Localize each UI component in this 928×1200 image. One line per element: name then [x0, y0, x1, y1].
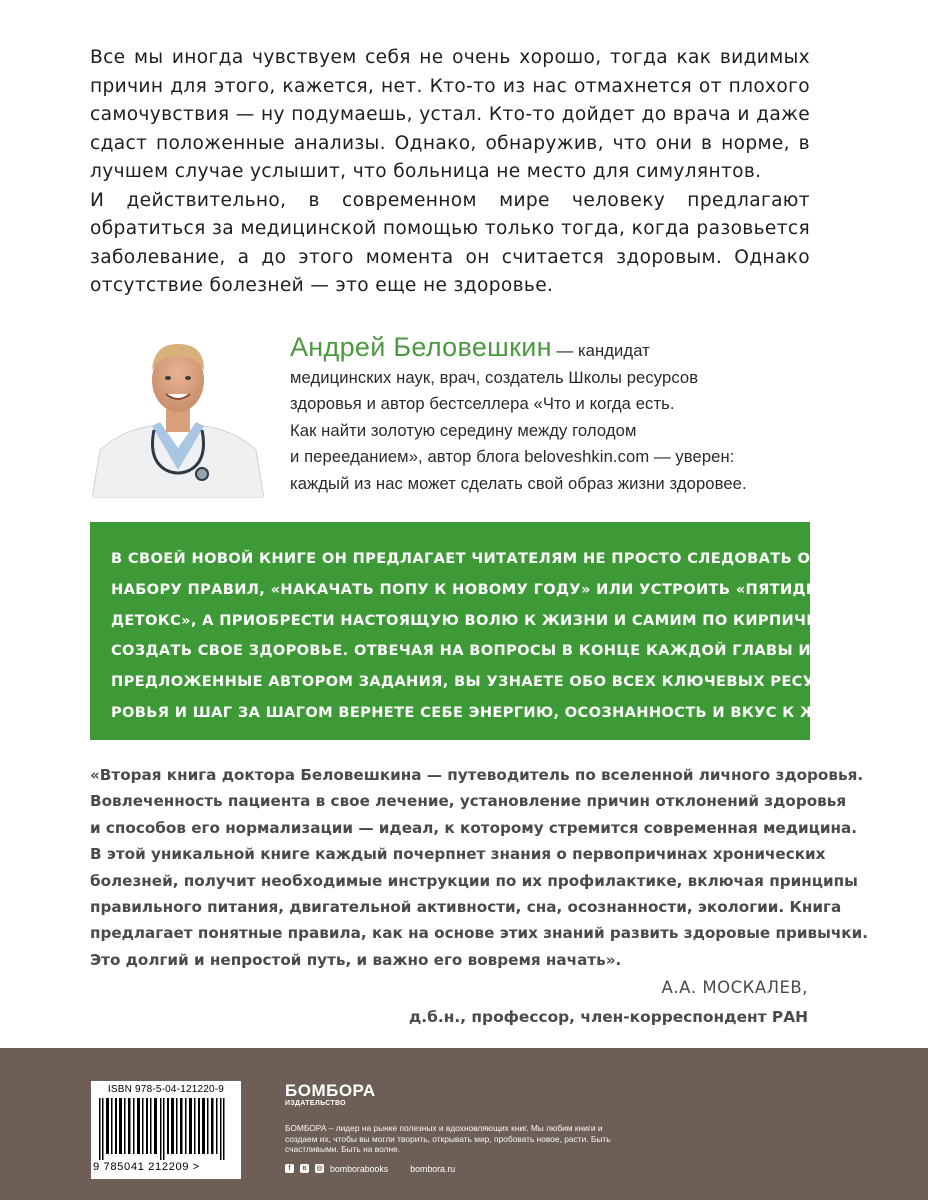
description-line: РОВЬЯ И ШАГ ЗА ШАГОМ ВЕРНЕТЕ СЕБЕ ЭНЕРГИЮ, ОСОЗНАННОСТЬ И ВКУС К ЖИЗНИ.	[111, 703, 873, 721]
description-line: ПРЕДЛОЖЕННЫЕ АВТОРОМ ЗАДАНИЯ, ВЫ УЗНАЕТЕ ОБО ВСЕХ КЛЮЧЕВЫХ РЕСУРСАХ ЗДО-	[111, 673, 909, 691]
quote-author-name: А.А. МОСКАЛЕВ,	[661, 978, 808, 997]
quote-line: и способов его нормализации — идеал, к которому стремится современная медицина.	[90, 818, 858, 837]
publisher-subtitle: ИЗДАТЕЛЬСТВО	[285, 1100, 346, 1107]
author-name: Андрей Беловешкин	[290, 332, 552, 362]
intro-paragraph-1: Все мы иногда чувствуем себя не очень хорошо, тогда как видимых причин для этого, кажется, нет. Кто-то из нас отмахнется от плохого самочувствия — ну подумаешь, устал. Кто-то дойдет до врача и даже сдаст положенные анализы. Однако, обнаружив, что они в норме, в лучшем случае услышит, что больница не место для симулянтов.	[90, 47, 810, 182]
quote-line: «Вторая книга доктора Беловешкина — путеводитель по вселенной личного здоровья.	[90, 766, 864, 784]
description-line: НАБОРУ ПРАВИЛ, «НАКАЧАТЬ ПОПУ К НОВОМУ ГОДУ» ИЛИ УСТРОИТЬ «ПЯТИДНЕВНЫЙ	[111, 580, 881, 598]
author-bio-first-line	[290, 334, 810, 365]
quote-author-title: д.б.н., профессор, член-корреспондент РАН	[408, 1008, 808, 1026]
author-bio-line: медицинских наук, врач, создатель Школы ресурсов	[290, 367, 699, 387]
endorsement-quote	[90, 762, 869, 973]
author-bio	[290, 334, 810, 497]
description-line: В СВОЕЙ НОВОЙ КНИГЕ ОН ПРЕДЛАГАЕТ ЧИТАТЕЛЯМ НЕ ПРОСТО СЛЕДОВАТЬ ОЧЕРЕДНОМУ	[111, 550, 920, 567]
author-bio-line: Как найти золотую середину между голодом	[290, 420, 637, 440]
description-line: ДЕТОКС», А ПРИОБРЕСТИ НАСТОЯЩУЮ ВОЛЮ К ЖИЗНИ И САМИМ ПО КИРПИЧИКУ	[111, 611, 843, 629]
publisher-footer	[0, 1048, 928, 1200]
author-photo	[92, 330, 264, 498]
quote-line: предлагает понятные правила, как на основе этих знаний развить здоровые привычки.	[90, 924, 869, 943]
social-handle[interactable]: bomborabooks	[330, 1163, 389, 1174]
facebook-icon[interactable]: f	[285, 1164, 294, 1173]
isbn-label: ISBN 978-5-04-121220-9	[107, 1084, 225, 1095]
intro-paragraph-2: И действительно, в современном мире человеку предлагают обратиться за медицинской помощью только тогда, когда разовьется заболевание, а до этого момента он считается здоровым. Однако отсутствие болезней — это еще не здоровье.	[90, 189, 810, 296]
quote-line: В этой уникальной книге каждый почерпнет знания о первопричинах хронических	[90, 845, 826, 864]
publisher-links	[285, 1164, 625, 1174]
author-bio-line: каждый из нас может сделать свой образ жизни здоровее.	[290, 473, 747, 493]
barcode-icon	[97, 1098, 235, 1160]
publisher-logo: БОМБОРА	[285, 1081, 376, 1100]
quote-line: правильного питания, двигательной активности, сна, осознанности, экологии. Книга	[90, 898, 842, 917]
author-bio-line: и перееданием», автор блога beloveshkin.com — уверен:	[290, 447, 735, 466]
book-description-box	[90, 522, 920, 740]
author-bio-line: здоровья и автор бестселлера «Что и когда есть.	[290, 394, 675, 413]
website-link[interactable]: bombora.ru	[410, 1163, 456, 1174]
intro-text	[90, 44, 810, 301]
publisher-description: БОМБОРА – лидер на рынке полезных и вдохновляющих книг. Мы любим книги и создаем их, чтобы вы могли творить, открывать мир, пробовать новое, расти. Быть счастливыми. Быть на волне.	[285, 1123, 611, 1155]
quote-line: болезней, получит необходимые инструкции по их профилактике, включая принципы	[90, 871, 858, 890]
barcode-number: 9 785041 212209 >	[93, 1161, 200, 1173]
quote-signature	[409, 975, 808, 1033]
publisher-info	[285, 1082, 625, 1174]
author-bio-line: — кандидат	[551, 341, 650, 360]
barcode-box	[91, 1081, 241, 1179]
vk-icon[interactable]: в	[300, 1164, 309, 1173]
instagram-icon[interactable]: ◎	[316, 1165, 323, 1173]
quote-line: Вовлеченность пациента в свое лечение, установление причин отклонений здоровья	[90, 792, 847, 811]
quote-line: Это долгий и непростой путь, и важно его вовремя начать».	[90, 950, 622, 969]
description-line: СОЗДАТЬ СВОЕ ЗДОРОВЬЕ. ОТВЕЧАЯ НА ВОПРОСЫ В КОНЦЕ КАЖДОЙ ГЛАВЫ И ВЫПОЛНЯЯ	[111, 642, 917, 660]
